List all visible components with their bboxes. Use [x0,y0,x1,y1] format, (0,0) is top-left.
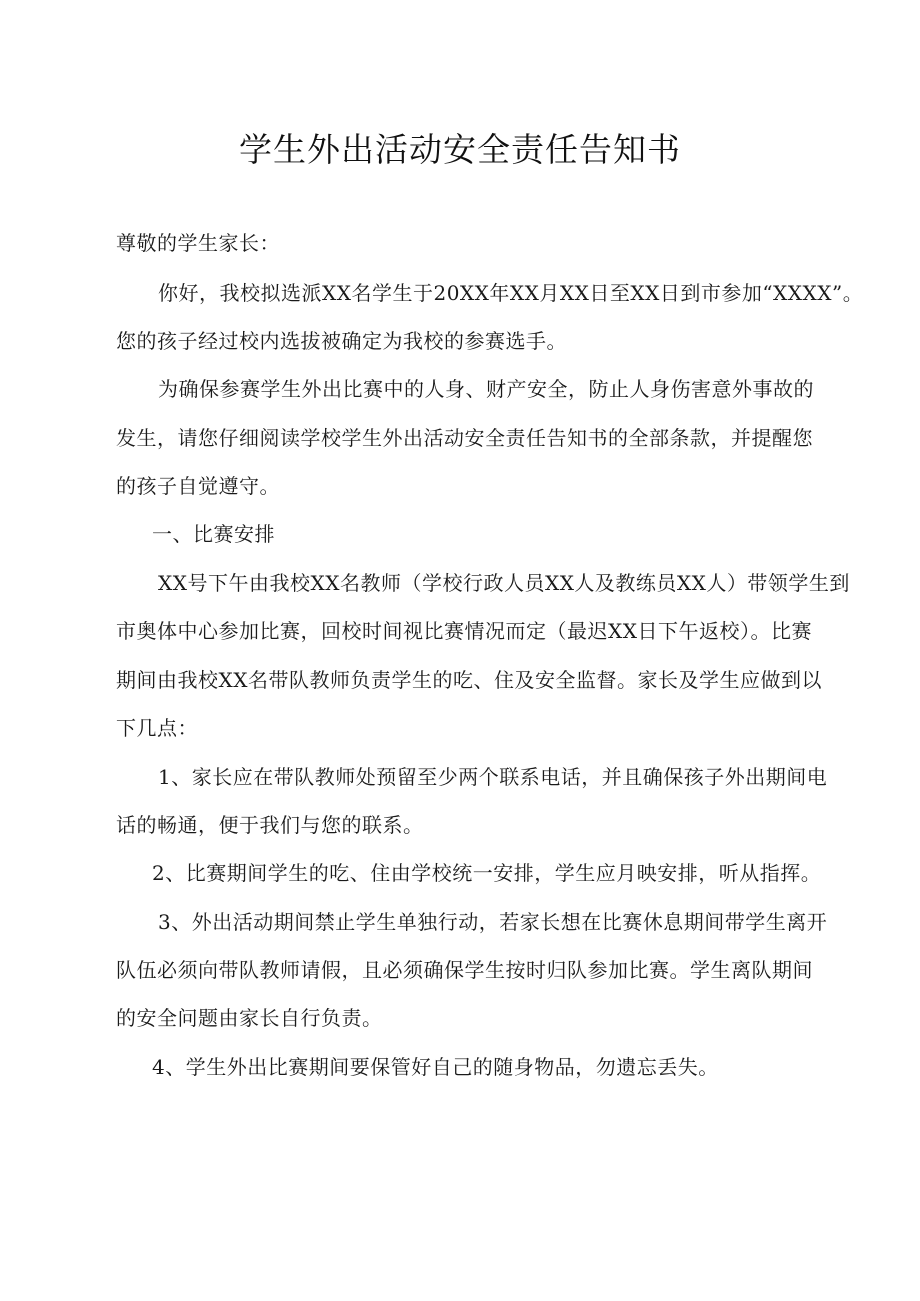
list-item: 4、学生外出比赛期间要保管好自己的随身物品，勿遗忘丢失。 [152,1055,719,1079]
paragraph-line: 您的孩子经过校内选拔被确定为我校的参赛选手。 [116,329,567,353]
paragraph-line: 的孩子自觉遵守。 [116,474,280,498]
paragraph-line: 发生，请您仔细阅读学校学生外出活动安全责任告知书的全部条款，并提醒您 [116,426,813,450]
paragraph-line: 期间由我校XX名带队教师负责学生的吃、住及安全监督。家长及学生应做到以 [116,668,822,692]
section-heading: 一、比赛安排 [152,522,275,546]
list-item-continuation: 话的畅通，便于我们与您的联系。 [116,813,424,837]
list-item: 3、外出活动期间禁止学生单独行动，若家长想在比赛休息期间带学生离开 [158,910,828,934]
paragraph-line: 为确保参赛学生外出比赛中的人身、财产安全，防止人身伤害意外事故的 [158,377,814,401]
document-title: 学生外出活动安全责任告知书 [239,130,681,169]
paragraph-line: 下几点： [116,716,198,740]
list-item: 2、比赛期间学生的吃、住由学校统一安排，学生应月映安排，听从指挥。 [152,861,822,885]
list-item-continuation: 的安全问题由家长自行负责。 [116,1006,383,1030]
paragraph-line: XX号下午由我校XX名教师（学校行政人员XX人及教练员XX人）带领学生到 [158,571,850,595]
paragraph-line: 市奥体中心参加比赛，回校时间视比赛情况而定（最迟XX日下午返校）。比赛 [116,619,812,643]
list-item-continuation: 队伍必须向带队教师请假，且必须确保学生按时归队参加比赛。学生离队期间 [116,958,813,982]
salutation: 尊敬的学生家长： [116,231,280,255]
list-item: 1、家长应在带队教师处预留至少两个联系电话，并且确保孩子外出期间电 [158,765,828,789]
paragraph-line: 你好，我校拟选派XX名学生于20XX年XX月XX日至XX日到市参加“XXXX”。 [158,281,864,305]
